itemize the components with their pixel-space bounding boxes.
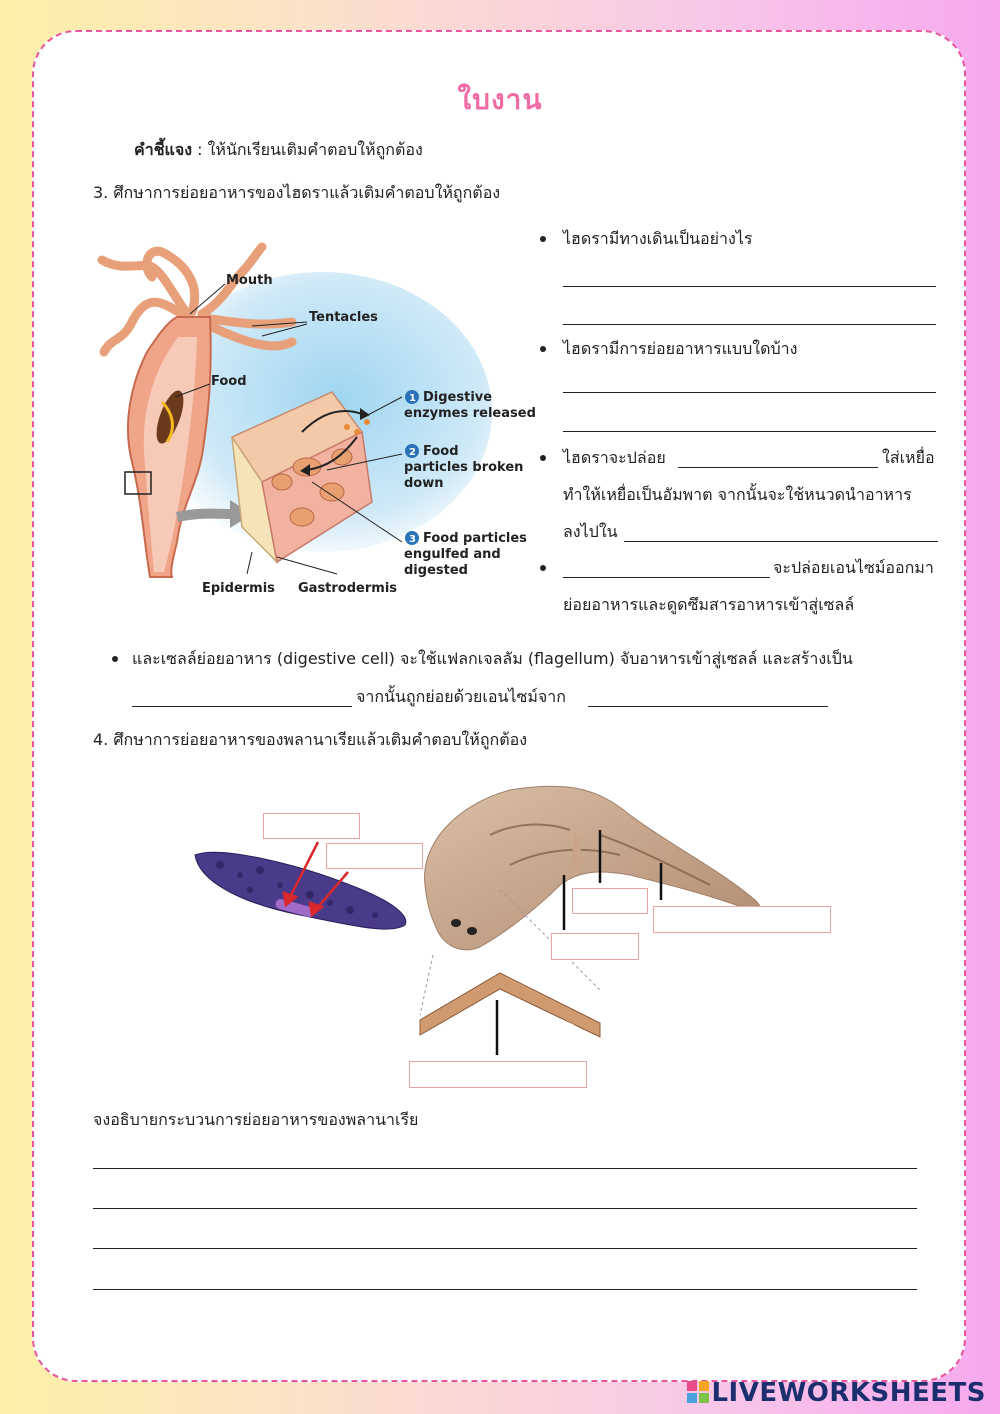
fill-blank-2[interactable]: [624, 541, 938, 542]
answer-line[interactable]: [563, 324, 936, 325]
step2-number: 2: [409, 447, 416, 458]
q4-explain: จงอธิบายกระบวนการย่อยอาหารของพลานาเรีย: [93, 1110, 419, 1129]
label-mouth: Mouth: [226, 273, 273, 288]
label-gastrodermis: Gastrodermis: [298, 581, 398, 596]
answer-line[interactable]: [93, 1168, 917, 1169]
label-step1-line2: enzymes released: [404, 406, 536, 421]
answer-line[interactable]: [563, 431, 936, 432]
fill3-line1: และเซลล์ย่อยอาหาร (digestive cell) จะใช้แฟลกเจลลัม (flagellum) จับอาหารเข้าสู่เซลล์ และสร้างเป็น: [132, 649, 853, 668]
q3-question-2: ไฮดรามีการย่อยอาหารแบบใดบ้าง: [563, 339, 798, 358]
label-box-5[interactable]: [551, 933, 639, 960]
fill-blank-4[interactable]: [132, 706, 352, 707]
instruction: [134, 140, 423, 160]
q4-heading: 4. ศึกษาการย่อยอาหารของพลานาเรียแล้วเติมคำตอบให้ถูกต้อง: [93, 730, 528, 749]
label-box-3[interactable]: [572, 888, 648, 914]
fill2-line2: ย่อยอาหารและดูดซึมสารอาหารเข้าสู่เซลล์: [563, 595, 855, 614]
label-box-4[interactable]: [653, 906, 831, 933]
fill-blank-3[interactable]: [563, 577, 770, 578]
label-step1-line1: Digestive: [423, 390, 493, 405]
instruction-text: : ให้นักเรียนเติมคำตอบให้ถูกต้อง: [192, 140, 423, 159]
fill1-suffix: ใส่เหยื่อ: [882, 448, 935, 467]
label-step2-line3: down: [404, 476, 444, 491]
bullet: [540, 565, 546, 571]
answer-line[interactable]: [563, 286, 936, 287]
fill2-suffix: จะปล่อยเอนไซม์ออกมา: [773, 558, 934, 577]
label-epidermis: Epidermis: [202, 581, 275, 596]
logo-icon: [687, 1381, 709, 1403]
fill1-prefix: ไฮดราจะปล่อย: [563, 448, 666, 467]
step3-number: 3: [409, 534, 416, 545]
bullet: [540, 346, 546, 352]
liveworksheets-logo: [687, 1378, 986, 1408]
label-box-2[interactable]: [326, 843, 423, 869]
bullet: [540, 455, 546, 461]
logo-text: LIVEWORKSHEETS: [711, 1378, 986, 1408]
bullet: [540, 236, 546, 242]
label-step3-line1: Food particles: [423, 531, 527, 546]
label-tentacles: Tentacles: [309, 310, 378, 325]
page-title: ใบงาน: [457, 83, 543, 116]
label-step3-line2: engulfed and: [404, 547, 501, 562]
label-step3-line3: digested: [404, 563, 468, 578]
answer-line[interactable]: [93, 1248, 917, 1249]
fill1-line3: ลงไปใน: [563, 522, 618, 541]
label-box-6[interactable]: [409, 1061, 587, 1088]
answer-line[interactable]: [93, 1208, 917, 1209]
q3-heading: 3. ศึกษาการย่อยอาหารของไฮดราแล้วเติมคำตอบให้ถูกต้อง: [93, 183, 501, 202]
answer-line[interactable]: [563, 392, 936, 393]
hydra-diagram: [92, 242, 538, 600]
step1-number: 1: [409, 393, 416, 404]
fill1-line2: ทำให้เหยื่อเป็นอัมพาต จากนั้นจะใช้หนวดนำอาหาร: [563, 485, 912, 504]
label-food: Food: [211, 374, 247, 389]
label-step2-line1: Food: [423, 444, 459, 459]
fill3-middle: จากนั้นถูกย่อยด้วยเอนไซม์จาก: [356, 687, 566, 706]
fill-blank-5[interactable]: [588, 706, 828, 707]
q3-question-1: ไฮดรามีทางเดินเป็นอย่างไร: [563, 229, 753, 248]
fill-blank-1[interactable]: [678, 467, 878, 468]
bullet: [112, 656, 118, 662]
answer-line[interactable]: [93, 1289, 917, 1290]
instruction-label: คำชี้แจง: [134, 140, 193, 159]
label-box-1[interactable]: [263, 813, 360, 839]
label-step2-line2: particles broken: [404, 460, 524, 475]
